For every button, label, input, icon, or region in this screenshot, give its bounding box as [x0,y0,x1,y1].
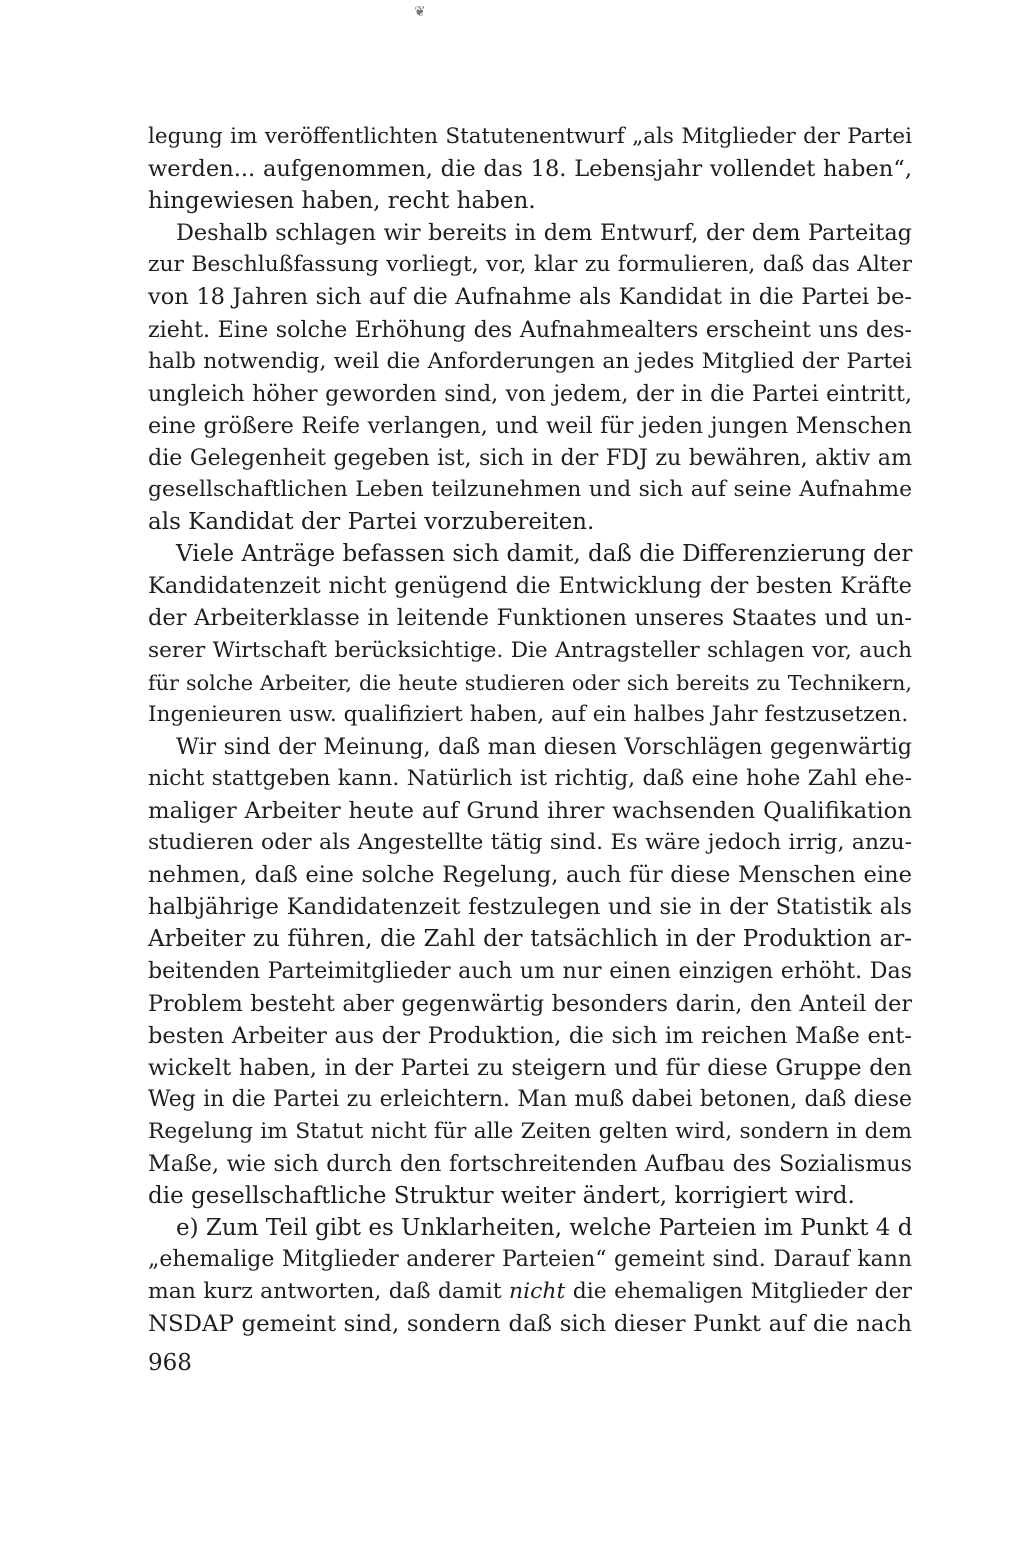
text-line: zieht. Eine solche Erhöhung des Aufnahmealters erscheint uns des- [148,316,912,343]
text-line: als Kandidat der Partei vorzubereiten. [148,509,595,536]
text-line: der Arbeiterklasse in leitende Funktionen unseres Staates und un- [148,605,912,632]
text-line: Regelung im Statut nicht für alle Zeiten gelten wird, sondern in dem [148,1118,912,1144]
ornament-speck: ❦ [414,4,426,20]
text-line: eine größere Reife verlangen, und weil für jeden jungen Menschen [148,412,912,439]
text-line: NSDAP gemeint sind, sondern daß sich dieser Punkt auf die nach [148,1311,912,1338]
text-line: man kurz antworten, daß damit nicht die ehemaligen Mitglieder der [148,1279,912,1305]
text-line: Ingenieuren usw. qualifiziert haben, auf ein halbes Jahr festzusetzen. [148,701,909,727]
text-line: Weg in die Partei zu erleichtern. Man muß dabei betonen, daß diese [148,1086,912,1112]
text-line: nehmen, daß eine solche Regelung, auch für diese Menschen eine [148,862,912,889]
text-line: die Gelegenheit gegeben ist, sich in der FDJ zu bewähren, aktiv am [148,444,912,471]
text-line: studieren oder als Angestellte tätig sind. Es wäre jedoch irrig, anzu- [148,830,912,856]
text-line: ungleich höher geworden sind, von jedem, der in die Partei eintritt, [148,380,912,407]
text-line: zur Beschlußfassung vorliegt, vor, klar zu formulieren, daß das Alter [148,252,912,278]
text-line: beitenden Parteimitglieder auch um nur einen einzigen erhöht. Das [148,958,912,985]
text-line: besten Arbeiter aus der Produktion, die sich im reichen Maße ent- [148,1022,912,1049]
text-line: maliger Arbeiter heute auf Grund ihrer wachsenden Qualifikation [148,797,912,824]
paragraph [148,121,912,217]
text-line: Maße, wie sich durch den fortschreitenden Aufbau des Sozialismus [148,1151,912,1177]
body-text [148,121,912,1341]
text-line: von 18 Jahren sich auf die Aufnahme als Kandidat in die Partei be- [148,284,912,311]
text-line: Viele Anträge befassen sich damit, daß die Differenzierung der [176,541,913,568]
text-line: für solche Arbeiter, die heute studieren oder sich bereits zu Technikern, [148,670,912,695]
text-line: Kandidatenzeit nicht genügend die Entwicklung der besten Kräfte [148,573,912,600]
paragraph [148,1212,912,1340]
text-line: serer Wirtschaft berücksichtige. Die Antragsteller schlagen vor, auch [148,637,912,663]
text-line: werden... aufgenommen, die das 18. Lebensjahr vollendet haben“, [148,156,912,183]
text-line: halb notwendig, weil die Anforderungen an jedes Mitglied der Partei [148,348,912,374]
text-line: nicht stattgeben kann. Natürlich ist richtig, daß eine hohe Zahl ehe- [148,765,912,791]
emphasis: nicht [509,1279,566,1305]
page-number: 968 [148,1350,192,1376]
text-line: „ehemalige Mitglieder anderer Parteien“ gemeint sind. Darauf kann [148,1247,912,1273]
paragraph [148,538,912,731]
text-line: hingewiesen haben, recht haben. [148,188,536,215]
text-line: legung im veröffentlichten Statutenentwurf „als Mitglieder der Partei [148,124,912,149]
text-line: Arbeiter zu führen, die Zahl der tatsächlich in der Produktion ar- [148,926,912,953]
text-line: gesellschaftlichen Leben teilzunehmen und sich auf seine Aufnahme [148,477,912,503]
text-line: wickelt haben, in der Partei zu steigern und für diese Gruppe den [148,1054,912,1081]
text-line: die gesellschaftliche Struktur weiter ändert, korrigiert wird. [148,1183,855,1210]
text-line: halbjährige Kandidatenzeit festzulegen und sie in der Statistik als [148,894,912,921]
paragraph [148,217,912,538]
text-line: Wir sind der Meinung, daß man diesen Vorschlägen gegenwärtig [176,733,912,760]
text-line: e) Zum Teil gibt es Unklarheiten, welche Parteien im Punkt 4 d [176,1215,913,1242]
paragraph [148,731,912,1212]
text-line: Problem besteht aber gegenwärtig besonders darin, den Anteil der [148,990,912,1017]
text-line: Deshalb schlagen wir bereits in dem Entwurf, der dem Parteitag [176,220,912,247]
